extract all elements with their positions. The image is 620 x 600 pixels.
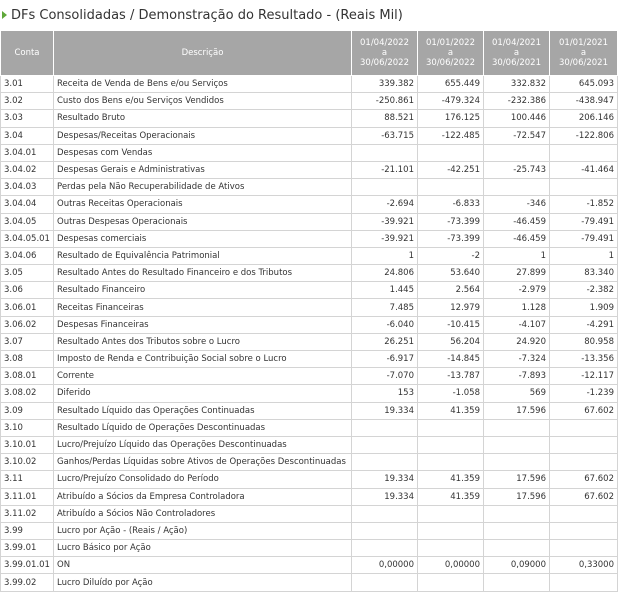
column-header-period-3 (484, 31, 550, 76)
value-cell: 24.806 (352, 265, 418, 282)
value-cell (550, 505, 618, 522)
description-cell: Resultado Antes dos Tributos sobre o Lucro (54, 333, 352, 350)
value-cell: -63.715 (352, 127, 418, 144)
value-cell: -13.356 (550, 351, 618, 368)
description-cell: Receita de Venda de Bens e/ou Serviços (54, 76, 352, 93)
account-code-cell: 3.10.02 (1, 454, 54, 471)
description-cell: Lucro por Ação - (Reais / Ação) (54, 522, 352, 539)
value-cell: -42.251 (418, 161, 484, 178)
table-row (1, 247, 618, 264)
table-row (1, 368, 618, 385)
value-cell (484, 454, 550, 471)
value-cell: -7.324 (484, 351, 550, 368)
value-cell: 56.204 (418, 333, 484, 350)
value-cell: 1.128 (484, 299, 550, 316)
period-4-to: 30/06/2021 (559, 58, 608, 68)
value-cell: -4.291 (550, 316, 618, 333)
page-title-bar (0, 0, 620, 30)
account-code-cell: 3.99.02 (1, 574, 54, 591)
value-cell: 19.334 (352, 471, 418, 488)
period-4-from: 01/01/2021 (559, 38, 608, 48)
value-cell: -79.491 (550, 213, 618, 230)
value-cell: -10.415 (418, 316, 484, 333)
description-cell: Despesas Gerais e Administrativas (54, 161, 352, 178)
value-cell (352, 505, 418, 522)
description-cell: Resultado Líquido de Operações Descontinuadas (54, 419, 352, 436)
value-cell (484, 144, 550, 161)
value-cell (550, 144, 618, 161)
value-cell: 1 (484, 247, 550, 264)
value-cell: 80.958 (550, 333, 618, 350)
description-cell: Despesas com Vendas (54, 144, 352, 161)
value-cell: 1 (550, 247, 618, 264)
account-code-cell: 3.09 (1, 402, 54, 419)
value-cell: -46.459 (484, 230, 550, 247)
table-row (1, 213, 618, 230)
period-2-from: 01/01/2022 (426, 38, 475, 48)
account-code-cell: 3.01 (1, 76, 54, 93)
account-code-cell: 3.11.01 (1, 488, 54, 505)
value-cell: 100.446 (484, 110, 550, 127)
value-cell: 0,00000 (418, 557, 484, 574)
arrow-right-icon (2, 11, 7, 19)
value-cell (352, 144, 418, 161)
value-cell: -46.459 (484, 213, 550, 230)
description-cell: Custo dos Bens e/ou Serviços Vendidos (54, 93, 352, 110)
account-code-cell: 3.11.02 (1, 505, 54, 522)
value-cell: -2 (418, 247, 484, 264)
value-cell: 19.334 (352, 488, 418, 505)
value-cell: 655.449 (418, 76, 484, 93)
value-cell: -1.239 (550, 385, 618, 402)
value-cell: 206.146 (550, 110, 618, 127)
description-cell: Lucro Diluído por Ação (54, 574, 352, 591)
value-cell (418, 540, 484, 557)
account-code-cell: 3.03 (1, 110, 54, 127)
value-cell: -122.806 (550, 127, 618, 144)
description-cell: Resultado de Equivalência Patrimonial (54, 247, 352, 264)
account-code-cell: 3.99.01.01 (1, 557, 54, 574)
value-cell: 7.485 (352, 299, 418, 316)
value-cell: -4.107 (484, 316, 550, 333)
value-cell: -12.117 (550, 368, 618, 385)
table-row (1, 161, 618, 178)
value-cell: -72.547 (484, 127, 550, 144)
table-row (1, 557, 618, 574)
value-cell (352, 436, 418, 453)
value-cell: -25.743 (484, 161, 550, 178)
value-cell (418, 436, 484, 453)
table-header-row (1, 31, 618, 76)
table-row (1, 419, 618, 436)
column-header-period-1 (352, 31, 418, 76)
value-cell: -13.787 (418, 368, 484, 385)
description-cell: Diferido (54, 385, 352, 402)
account-code-cell: 3.06.02 (1, 316, 54, 333)
value-cell: 27.899 (484, 265, 550, 282)
description-cell: Resultado Antes do Resultado Financeiro e dos Tributos (54, 265, 352, 282)
table-row (1, 144, 618, 161)
account-code-cell: 3.04.02 (1, 161, 54, 178)
value-cell: 0,00000 (352, 557, 418, 574)
value-cell: 88.521 (352, 110, 418, 127)
value-cell (418, 179, 484, 196)
column-header-descricao: Descrição (54, 31, 352, 76)
description-cell: Imposto de Renda e Contribuição Social sobre o Lucro (54, 351, 352, 368)
account-code-cell: 3.10 (1, 419, 54, 436)
description-cell: Perdas pela Não Recuperabilidade de Ativos (54, 179, 352, 196)
account-code-cell: 3.07 (1, 333, 54, 350)
account-code-cell: 3.04.06 (1, 247, 54, 264)
description-cell: Outras Receitas Operacionais (54, 196, 352, 213)
description-cell: Ganhos/Perdas Líquidas sobre Ativos de Operações Descontinuadas (54, 454, 352, 471)
account-code-cell: 3.99.01 (1, 540, 54, 557)
table-row (1, 574, 618, 591)
value-cell (418, 144, 484, 161)
value-cell: 1.445 (352, 282, 418, 299)
value-cell: -438.947 (550, 93, 618, 110)
value-cell: 41.359 (418, 471, 484, 488)
period-3-a: a (513, 48, 520, 58)
value-cell (352, 540, 418, 557)
value-cell: 53.640 (418, 265, 484, 282)
account-code-cell: 3.10.01 (1, 436, 54, 453)
value-cell: -79.491 (550, 230, 618, 247)
description-cell: Despesas Financeiras (54, 316, 352, 333)
value-cell: -73.399 (418, 230, 484, 247)
period-1-from: 01/04/2022 (360, 38, 409, 48)
value-cell: 332.832 (484, 76, 550, 93)
value-cell (418, 454, 484, 471)
account-code-cell: 3.99 (1, 522, 54, 539)
description-cell: Resultado Bruto (54, 110, 352, 127)
value-cell: 67.602 (550, 471, 618, 488)
account-code-cell: 3.08.01 (1, 368, 54, 385)
value-cell: 17.596 (484, 488, 550, 505)
value-cell: -7.070 (352, 368, 418, 385)
table-row (1, 127, 618, 144)
table-row (1, 333, 618, 350)
value-cell (550, 522, 618, 539)
value-cell: -2.382 (550, 282, 618, 299)
period-1-a: a (381, 48, 388, 58)
description-cell: Despesas comerciais (54, 230, 352, 247)
account-code-cell: 3.04.04 (1, 196, 54, 213)
page-title: DFs Consolidadas / Demonstração do Resultado - (Reais Mil) (11, 7, 403, 23)
value-cell: 41.359 (418, 488, 484, 505)
value-cell (352, 419, 418, 436)
table-row (1, 196, 618, 213)
value-cell: -6.040 (352, 316, 418, 333)
account-code-cell: 3.08.02 (1, 385, 54, 402)
description-cell: Resultado Líquido das Operações Continuadas (54, 402, 352, 419)
value-cell (484, 574, 550, 591)
account-code-cell: 3.11 (1, 471, 54, 488)
account-code-cell: 3.04.01 (1, 144, 54, 161)
table-row (1, 230, 618, 247)
table-row (1, 488, 618, 505)
value-cell: 176.125 (418, 110, 484, 127)
value-cell: -122.485 (418, 127, 484, 144)
table-row (1, 522, 618, 539)
account-code-cell: 3.02 (1, 93, 54, 110)
value-cell (352, 574, 418, 591)
period-3-from: 01/04/2021 (492, 38, 541, 48)
value-cell (550, 574, 618, 591)
account-code-cell: 3.05 (1, 265, 54, 282)
value-cell (418, 574, 484, 591)
value-cell: 19.334 (352, 402, 418, 419)
value-cell (418, 505, 484, 522)
table-row (1, 471, 618, 488)
period-4-a: a (580, 48, 587, 58)
column-header-period-4 (550, 31, 618, 76)
description-cell: Outras Despesas Operacionais (54, 213, 352, 230)
value-cell: -2.694 (352, 196, 418, 213)
table-row (1, 110, 618, 127)
description-cell: Corrente (54, 368, 352, 385)
value-cell (550, 540, 618, 557)
description-cell: Resultado Financeiro (54, 282, 352, 299)
value-cell: 67.602 (550, 488, 618, 505)
period-2-to: 30/06/2022 (426, 58, 475, 68)
value-cell: -14.845 (418, 351, 484, 368)
account-code-cell: 3.08 (1, 351, 54, 368)
value-cell: -21.101 (352, 161, 418, 178)
value-cell: -346 (484, 196, 550, 213)
value-cell: -39.921 (352, 213, 418, 230)
value-cell: 0,09000 (484, 557, 550, 574)
value-cell: -1.058 (418, 385, 484, 402)
value-cell: -250.861 (352, 93, 418, 110)
description-cell: Lucro Básico por Ação (54, 540, 352, 557)
value-cell (352, 454, 418, 471)
value-cell: -39.921 (352, 230, 418, 247)
table-row (1, 299, 618, 316)
value-cell (550, 179, 618, 196)
column-header-conta: Conta (1, 31, 54, 76)
description-cell: Atribuído a Sócios da Empresa Controladora (54, 488, 352, 505)
value-cell: -73.399 (418, 213, 484, 230)
value-cell (418, 419, 484, 436)
value-cell: 67.602 (550, 402, 618, 419)
table-row (1, 540, 618, 557)
table-row (1, 351, 618, 368)
value-cell (550, 419, 618, 436)
value-cell: 645.093 (550, 76, 618, 93)
account-code-cell: 3.06 (1, 282, 54, 299)
value-cell: -2.979 (484, 282, 550, 299)
value-cell: -6.917 (352, 351, 418, 368)
value-cell: 153 (352, 385, 418, 402)
table-row (1, 385, 618, 402)
value-cell: 26.251 (352, 333, 418, 350)
table-row (1, 282, 618, 299)
value-cell: -479.324 (418, 93, 484, 110)
description-cell: Receitas Financeiras (54, 299, 352, 316)
period-3-to: 30/06/2021 (492, 58, 541, 68)
value-cell (484, 179, 550, 196)
value-cell (484, 540, 550, 557)
value-cell: 24.920 (484, 333, 550, 350)
period-2-a: a (447, 48, 454, 58)
value-cell (550, 454, 618, 471)
period-1-to: 30/06/2022 (360, 58, 409, 68)
value-cell: 12.979 (418, 299, 484, 316)
value-cell: 17.596 (484, 471, 550, 488)
table-row (1, 179, 618, 196)
table-row (1, 505, 618, 522)
value-cell: 17.596 (484, 402, 550, 419)
table-row (1, 436, 618, 453)
description-cell: Atribuído a Sócios Não Controladores (54, 505, 352, 522)
value-cell: 2.564 (418, 282, 484, 299)
value-cell: 1 (352, 247, 418, 264)
income-statement-table (0, 30, 618, 592)
value-cell: -6.833 (418, 196, 484, 213)
description-cell: Lucro/Prejuízo Consolidado do Período (54, 471, 352, 488)
value-cell (352, 522, 418, 539)
value-cell: 569 (484, 385, 550, 402)
account-code-cell: 3.06.01 (1, 299, 54, 316)
table-row (1, 454, 618, 471)
account-code-cell: 3.04 (1, 127, 54, 144)
table-row (1, 93, 618, 110)
value-cell (484, 436, 550, 453)
value-cell (550, 436, 618, 453)
value-cell: 41.359 (418, 402, 484, 419)
table-row (1, 316, 618, 333)
column-header-period-2 (418, 31, 484, 76)
value-cell: 83.340 (550, 265, 618, 282)
value-cell (484, 522, 550, 539)
table-row (1, 402, 618, 419)
table-row (1, 265, 618, 282)
account-code-cell: 3.04.03 (1, 179, 54, 196)
value-cell: -7.893 (484, 368, 550, 385)
value-cell (352, 179, 418, 196)
description-cell: Despesas/Receitas Operacionais (54, 127, 352, 144)
account-code-cell: 3.04.05.01 (1, 230, 54, 247)
value-cell (484, 419, 550, 436)
value-cell: -232.386 (484, 93, 550, 110)
value-cell (484, 505, 550, 522)
value-cell: 339.382 (352, 76, 418, 93)
table-row (1, 76, 618, 93)
value-cell (418, 522, 484, 539)
account-code-cell: 3.04.05 (1, 213, 54, 230)
description-cell: ON (54, 557, 352, 574)
value-cell: 1.909 (550, 299, 618, 316)
value-cell: -1.852 (550, 196, 618, 213)
value-cell: -41.464 (550, 161, 618, 178)
description-cell: Lucro/Prejuízo Líquido das Operações Descontinuadas (54, 436, 352, 453)
value-cell: 0,33000 (550, 557, 618, 574)
